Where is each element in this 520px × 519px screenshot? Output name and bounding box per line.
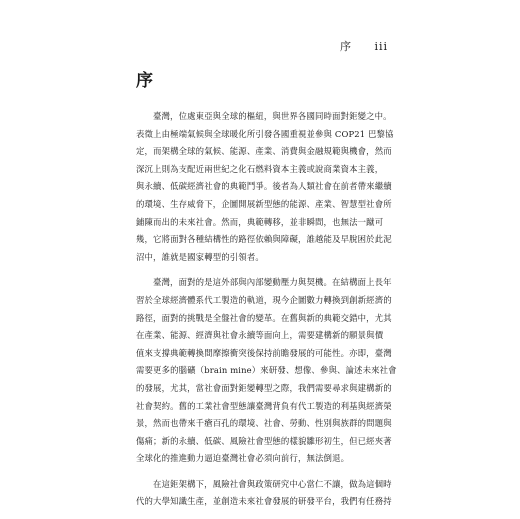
page-number: iii <box>374 40 389 53</box>
text-line: 需要更多的腦礦（brain mine）來研發、想像、參與、論述未來社會 <box>136 365 397 376</box>
text-line: 臺灣，位處東亞與全球的樞紐，與世界各國同時面對鉅變之中。 <box>153 111 392 121</box>
text-line: 景，然而也帶來千瘡百孔的環境、社會、勞動、性別與族群的問題與 <box>136 418 392 429</box>
paragraph <box>136 476 404 511</box>
chapter-title: 序 <box>136 71 153 91</box>
text-line: 在這鉅架構下，風險社會與政策研究中心當仁不讓，做為這個時 <box>153 478 392 489</box>
text-line: 幾，它將面對各種結構性的路徑依賴與障礙，誰越能及早脫困於此泥 <box>136 234 392 245</box>
text-line: 值來支撐典範轉換間摩擦衝突後保持前瞻發展的可能性。亦即，臺灣 <box>136 347 392 358</box>
text-line: 在產業、能源、經濟與社會永續等面向上，需要建構新的願景與價 <box>136 330 384 341</box>
paragraph <box>136 274 404 468</box>
text-line: 定，而架構全球的氣候、能源、產業、消費與金融規範與機會，然而 <box>136 146 392 157</box>
text-line: 全球化的推進動力逼迫臺灣社會必須向前行，無法倒退。 <box>136 453 350 464</box>
text-line: 沼中，誰就是國家轉型的引領者。 <box>136 251 264 262</box>
running-head-title: 序 <box>340 40 352 53</box>
text-line: 習於全球經濟體系代工製造的軌道，現今企圖數力轉換到創新經濟的 <box>136 294 392 305</box>
text-line: 鋪陳而出的未來社會。然而，典範轉移，並非瞬間，也無法一蹴可 <box>136 216 384 227</box>
text-line: 社會契約。舊的工業社會型態讓臺灣背負有代工製造的利基與經濟榮 <box>136 400 392 411</box>
text-line: 的發展，尤其，當社會面對鉅變轉型之際，我們需要尋求與建構新的 <box>136 382 392 393</box>
text-line: 傷痛；新的永續、低碳、風險社會型態的樣貌雛形初生，但已經夾著 <box>136 435 392 446</box>
paragraph <box>136 108 404 266</box>
text-line: 表徵上由極端氣候與全球暖化所引發各國重視並參與 COP21 巴黎協 <box>136 128 394 139</box>
text-line: 代的大學知識生產，並創造未來社會發展的研發平台，我們有任務持 <box>136 496 392 507</box>
body-text <box>136 108 404 519</box>
text-line: 臺灣，面對的是這外部與內部變動壓力與契機。在結構面上長年 <box>153 277 392 288</box>
running-head <box>340 38 388 54</box>
text-line: 的環境、生存威脅下，企圖開展新型態的能源、產業、智慧型社會所 <box>136 198 392 209</box>
text-line: 與永續、低碳經濟社會的典範鬥爭。後者為人類社會在前者帶來繼續 <box>136 181 392 192</box>
text-line: 路徑，面對的挑戰是全盤社會的變革。在舊與新的典範交錯中，尤其 <box>136 312 392 323</box>
text-line: 深沉上則為支配近兩世紀之化石燃料資本主義或說商業資本主義， <box>136 163 384 174</box>
